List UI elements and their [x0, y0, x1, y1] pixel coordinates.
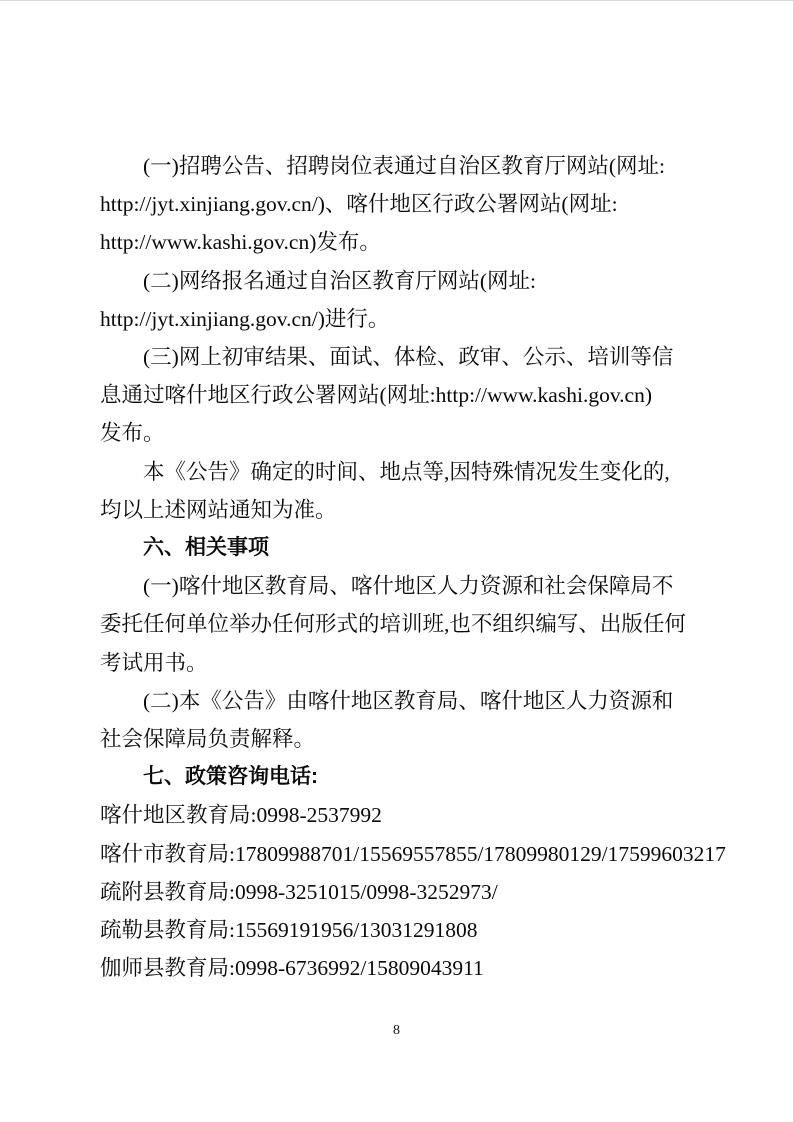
text-line: 息通过喀什地区行政公署网站(网址:http://www.kashi.gov.cn)	[100, 383, 652, 408]
text-line: 伽师县教育局:0998-6736992/15809043911	[100, 956, 484, 981]
text-line: 均以上述网站通知为准。	[100, 497, 337, 522]
text-line: 发布。	[100, 421, 165, 446]
text-line: http://www.kashi.gov.cn)发布。	[100, 230, 381, 255]
page-number: 8	[393, 1023, 400, 1038]
text-line: (二)本《公告》由喀什地区教育局、喀什地区人力资源和	[143, 688, 674, 713]
text-line: http://jyt.xinjiang.gov.cn/)、喀什地区行政公署网站(网址:	[100, 192, 618, 217]
document-body	[100, 147, 726, 987]
text-line: (一)招聘公告、招聘岗位表通过自治区教育厅网站(网址:	[143, 154, 665, 178]
text-line: http://jyt.xinjiang.gov.cn/)进行。	[100, 306, 390, 331]
section-heading: 七、政策咨询电话:	[143, 765, 318, 789]
section-heading: 六、相关事项	[143, 536, 269, 560]
text-line: (一)喀什地区教育局、喀什地区人力资源和社会保障局不	[143, 574, 674, 599]
text-line: (二)网络报名通过自治区教育厅网站(网址:	[143, 268, 536, 293]
text-line: 喀什市教育局:17809988701/15569557855/17809980129/17599603217	[100, 841, 726, 866]
text-line: 社会保障局负责解释。	[100, 727, 316, 752]
text-line: (三)网上初审结果、面试、体检、政审、公示、培训等信	[143, 345, 674, 370]
text-line: 疏勒县教育局:15569191956/13031291808	[100, 918, 478, 943]
text-line: 考试用书。	[100, 650, 208, 675]
text-line: 喀什地区教育局:0998-2537992	[100, 803, 382, 828]
text-line: 本《公告》确定的时间、地点等,因特殊情况发生变化的,	[143, 459, 670, 484]
text-line: 委托任何单位举办任何形式的培训班,也不组织编写、出版任何	[100, 612, 686, 637]
text-line: 疏附县教育局:0998-3251015/0998-3252973/	[100, 879, 498, 904]
